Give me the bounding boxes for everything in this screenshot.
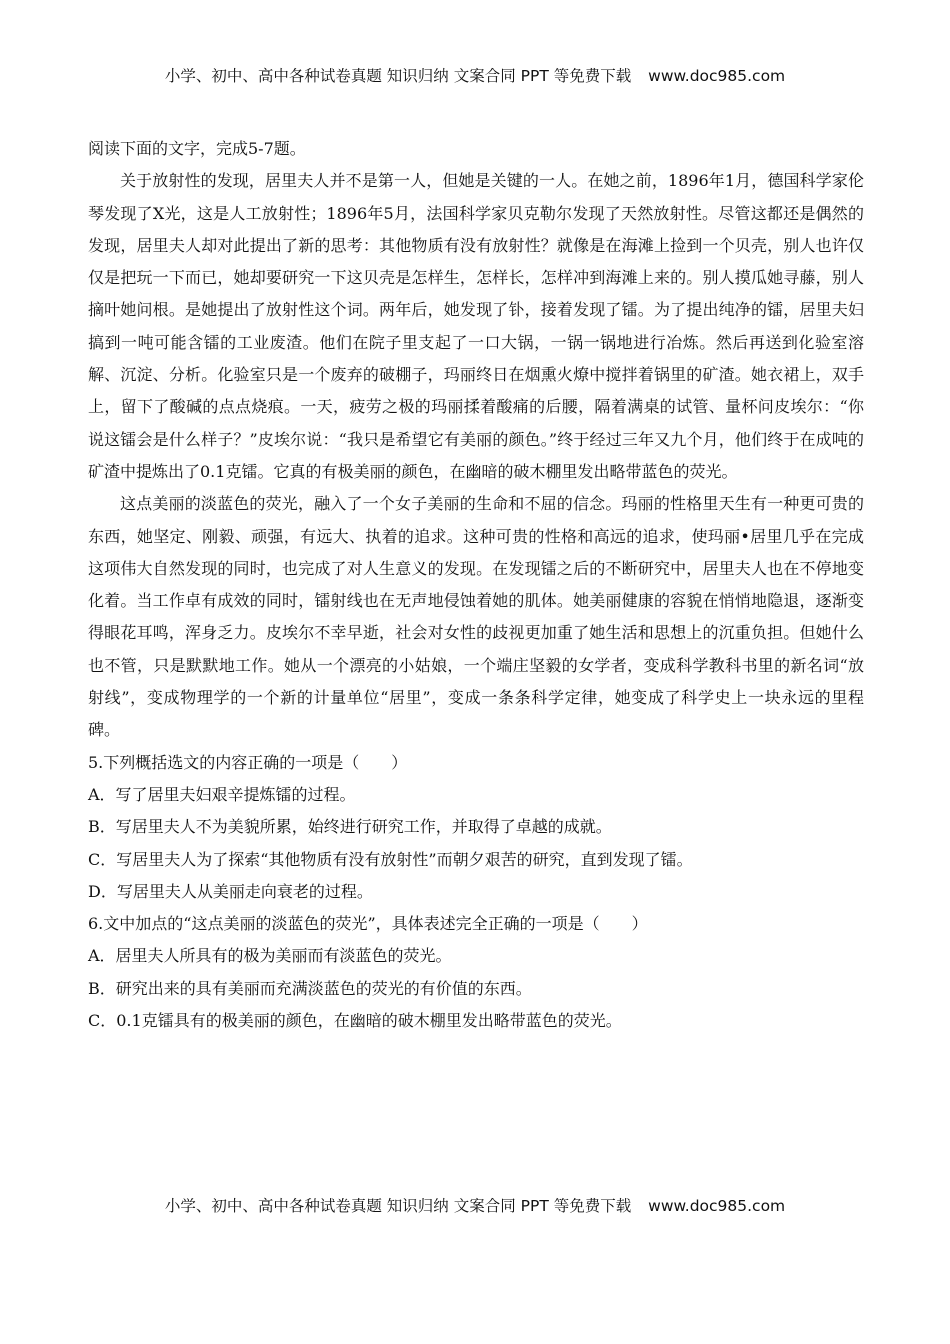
question-5-option-c: C．写居里夫人为了探索“其他物质有没有放射性”而朝夕艰苦的研究，直到发现了镭。 [88,849,693,869]
footer-text: 小学、初中、高中各种试卷真题 知识归纳 文案合同 PPT 等免费下载 [164,1197,632,1215]
passage-paragraph-1: 关于放射性的发现，居里夫人并不是第一人，但她是关键的一人。在她之前，1896年1月，德国科学家伦琴发现了X光，这是人工放射性；1896年5月，法国科学家贝克勒尔发现了天然放射性。尽管这都还是偶然的发现，居里夫人却对此提出了新的思考：其他物质有没有放射性？就像是在海滩上捡到一个贝壳，别人也许仅仅是把玩一下而已，她却要研究一下这贝壳是怎样生，怎样长，怎样冲到海滩上来的。别人摸瓜她寻藤，别人摘叶她问根。是她提出了放射性这个词。两年后，她发现了钋，接着发现了镭。为了提出纯净的镭，居里夫妇搞到一吨可能含镭的工业废渣。他们在院子里支起了一口大锅，一锅一锅地进行冶炼。然后再送到化验室溶解、沉淀、分析。化验室只是一个废弃的破棚子，玛丽终日在烟熏火燎中搅拌着锅里的矿渣。她衣裙上，双手上，留下了酸碱的点点烧痕。一天，疲劳之极的玛丽揉着酸痛的后腰，隔着满桌的试管、量杯问皮埃尔：“你说这镭会是什么样子？”皮埃尔说：“我只是希望它有美丽的颜色。”终于经过三年又九个月，他们终于在成吨的矿渣中提炼出了0.1克镭。它真的有极美丽的颜色，在幽暗的破木棚里发出略带蓝色的荧光。 [88,171,864,481]
page-header [0,64,950,86]
footer-url[interactable]: www.doc985.com [648,1197,786,1215]
question-5-stem: 5.下列概括选文的内容正确的一项是（ ） [88,752,408,772]
header-text: 小学、初中、高中各种试卷真题 知识归纳 文案合同 PPT 等免费下载 [164,67,632,85]
passage-paragraph-2: 这点美丽的淡蓝色的荧光，融入了一个女子美丽的生命和不屈的信念。玛丽的性格里天生有一种更可贵的东西，她坚定、刚毅、顽强，有远大、执着的追求。这种可贵的性格和高远的追求，使玛丽•居里几乎在完成这项伟大自然发现的同时，也完成了对人生意义的发现。在发现镭之后的不断研究中，居里夫人也在不停地变化着。当工作卓有成效的同时，镭射线也在无声地侵蚀着她的肌体。她美丽健康的容貌在悄悄地隐退，逐渐变得眼花耳鸣，浑身乏力。皮埃尔不幸早逝，社会对女性的歧视更加重了她生活和思想上的沉重负担。但她什么也不管，只是默默地工作。她从一个漂亮的小姑娘，一个端庄坚毅的女学者，变成科学教科书里的新名词“放射线”，变成物理学的一个新的计量单位“居里”，变成一条条科学定律，她变成了科学史上一块永远的里程碑。 [88,494,864,740]
question-6-option-a: A．居里夫人所具有的极为美丽而有淡蓝色的荧光。 [88,946,452,966]
page-footer [0,1194,950,1216]
question-6-option-b: B．研究出来的具有美丽而充满淡蓝色的荧光的有价值的东西。 [88,978,532,998]
header-url[interactable]: www.doc985.com [648,67,786,85]
instruction: 阅读下面的文字，完成5-7题。 [88,139,306,158]
question-5-option-b: B．写居里夫人不为美貌所累，始终进行研究工作，并取得了卓越的成就。 [88,817,612,837]
question-6-option-c: C．0.1克镭具有的极美丽的颜色，在幽暗的破木棚里发出略带蓝色的荧光。 [88,1011,622,1031]
document-body [88,133,864,1037]
question-5-option-a: A．写了居里夫妇艰辛提炼镭的过程。 [88,784,356,804]
question-5-option-d: D．写居里夫人从美丽走向衰老的过程。 [88,881,373,901]
question-6-stem: 6.文中加点的“这点美丽的淡蓝色的荧光”，具体表述完全正确的一项是（ ） [88,914,648,934]
